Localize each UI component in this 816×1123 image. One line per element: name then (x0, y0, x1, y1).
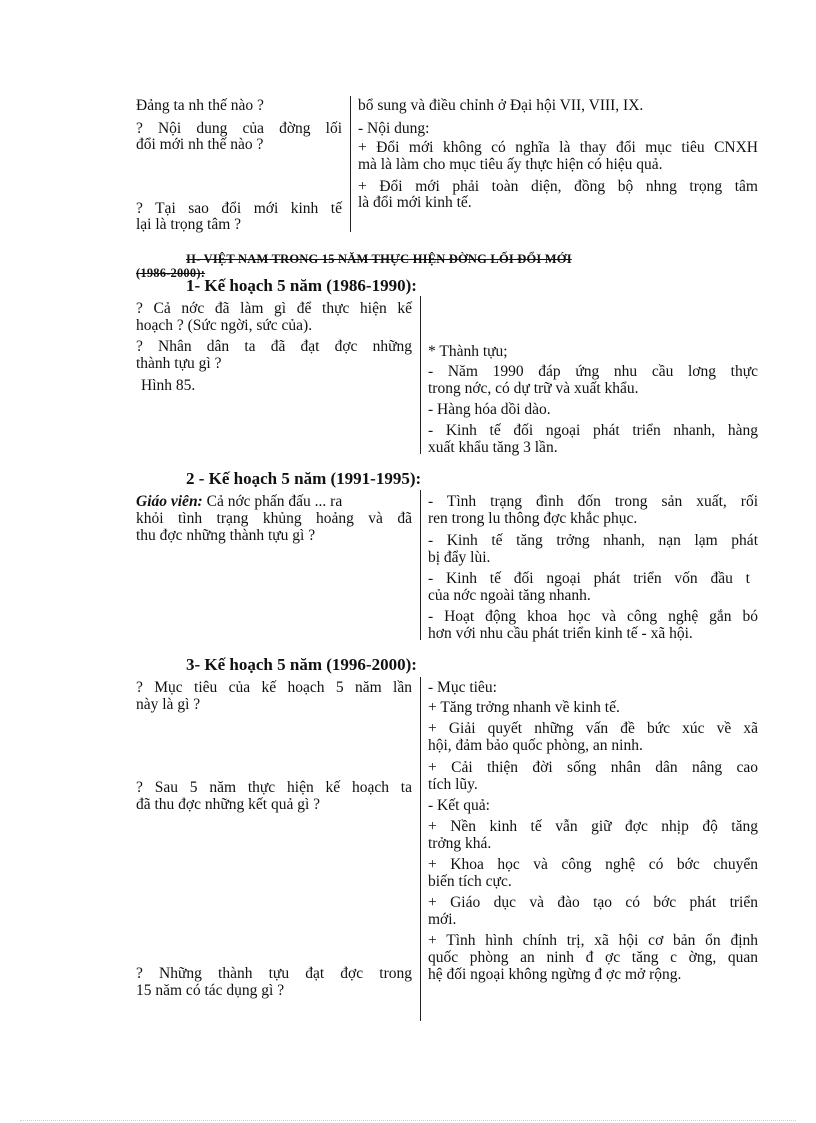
plan3-right-line: quốc phòng an ninh đ ợc tăng c ờng, quan (428, 949, 758, 966)
plan2-right-line: - Kinh tế tăng trởng nhanh, nạn lạm phát (428, 532, 758, 549)
plan3-left-line: này là gì ? (136, 696, 201, 713)
plan1-right-line: - Năm 1990 đáp ứng nhu cầu lơng thực (428, 363, 758, 380)
plan2-right-line: ren trong lu thông đợc khắc phục. (428, 510, 638, 527)
question-why-line: lại là trọng tâm ? (136, 216, 242, 233)
plan1-left-line: hoạch ? (Sức ngời, sức của). (136, 317, 313, 334)
question-content-line: ? Nội dung của đờng lối (136, 120, 342, 137)
plan1-left-line: ? Cả nớc đã làm gì để thực hiện kế (136, 300, 412, 317)
plan1-right-line: - Hàng hóa dồi dào. (428, 401, 551, 418)
plan1-divider (420, 296, 421, 454)
question-content-line: đổi mới nh thế nào ? (136, 136, 264, 153)
block1-right-line: bổ sung và điều chỉnh ở Đại hội VII, VIII, IX. (358, 97, 644, 114)
plan3-right-line: + Giáo dục và đào tạo có bớc phát triển (428, 894, 758, 911)
plan2-heading: 2 - Kế hoạch 5 năm (1991-1995): (186, 469, 422, 488)
plan3-left-line: 15 năm có tác dụng gì ? (136, 982, 285, 999)
plan3-heading: 3- Kế hoạch 5 năm (1996-2000): (186, 655, 417, 674)
page-bottom-rule (20, 1120, 796, 1121)
plan3-right-line: hội, đảm bảo quốc phòng, an ninh. (428, 737, 643, 754)
plan1-heading: 1- Kế hoạch 5 năm (1986-1990): (186, 276, 417, 295)
block1-right-line: + Đổi mới không có nghĩa là thay đổi mục tiêu CNXH (358, 139, 758, 156)
section-title: II- VIỆT NAM TRONG 15 NĂM THỰC HIỆN ĐỜNG LỐI ĐỔI MỚI (186, 252, 572, 266)
plan3-right-line: + Nền kinh tế vẫn giữ đợc nhịp độ tăng (428, 818, 758, 835)
plan3-right-line: tích lũy. (428, 776, 478, 793)
block1-right-line: + Đổi mới phải toàn diện, đồng bộ nhng trọng tâm (358, 178, 758, 195)
plan1-left-line: thành tựu gì ? (136, 355, 222, 372)
plan2-right-line: bị đẩy lùi. (428, 549, 491, 566)
plan2-right-line: hơn với nhu cầu phát triển kinh tế - xã hội. (428, 625, 693, 642)
plan3-right-line: + Cải thiện đời sống nhân dân nâng cao (428, 759, 758, 776)
plan2-right-line: - Kinh tế đối ngoại phát triển vốn đầu t (428, 570, 750, 587)
plan3-left-line: ? Mục tiêu của kế hoạch 5 năm lần (136, 679, 412, 696)
plan3-right-line: trởng khá. (428, 835, 492, 852)
plan3-left-line: ? Những thành tựu đạt đợc trong (136, 965, 412, 982)
plan2-left-line: thu đợc những thành tựu gì ? (136, 527, 316, 544)
plan3-right-line: mới. (428, 911, 457, 928)
plan3-right-line: - Mục tiêu: (428, 679, 497, 696)
plan3-divider (420, 677, 421, 1021)
plan3-right-line: - Kết quả: (428, 797, 490, 814)
plan2-right-line: - Hoạt động khoa học và công nghệ gắn bó (428, 608, 758, 625)
plan3-left-line: đã thu đợc những kết quả gì ? (136, 796, 321, 813)
plan2-teacher-line (136, 493, 412, 510)
plan3-right-line: + Tăng trởng nhanh về kinh tế. (428, 699, 620, 716)
plan2-right-line: - Tình trạng đình đốn trong sản xuất, rối (428, 493, 758, 510)
plan1-figure-ref: Hình 85. (141, 377, 196, 394)
plan2-left-line: khỏi tình trạng khủng hoảng và đã (136, 510, 412, 527)
plan1-left-line: ? Nhân dân ta đã đạt đợc những (136, 338, 412, 355)
block1-right-line: - Nội dung: (358, 120, 430, 137)
plan1-right-line: trong nớc, có dự trữ và xuất khẩu. (428, 380, 639, 397)
block1-right-line: mà là làm cho mục tiêu ấy thực hiện có hiệu quả. (358, 156, 663, 173)
question-why-line: ? Tại sao đổi mới kinh tế (136, 200, 342, 217)
block1-right-line: là đổi mới kinh tế. (358, 194, 472, 211)
plan1-right-line: - Kinh tế đối ngoại phát triển nhanh, hàng (428, 422, 758, 439)
block1-divider (350, 96, 351, 232)
plan3-right-line: + Giải quyết những vấn đề bức xúc về xã (428, 720, 758, 737)
plan2-right-line: của nớc ngoài tăng nhanh. (428, 587, 591, 604)
plan2-left-text: Cả nớc phấn đấu ... ra (202, 493, 343, 510)
plan3-right-line: + Tình hình chính trị, xã hội cơ bản ổn định (428, 932, 758, 949)
plan3-right-line: hệ đối ngoại không ngừng đ ợc mở rộng. (428, 966, 682, 983)
plan3-right-line: biến tích cực. (428, 873, 512, 890)
plan3-left-line: ? Sau 5 năm thực hiện kế hoạch ta (136, 779, 412, 796)
plan1-right-line: * Thành tựu; (428, 343, 508, 360)
plan2-divider (420, 490, 421, 640)
plan3-right-line: + Khoa học và công nghệ có bớc chuyển (428, 856, 758, 873)
plan1-right-line: xuất khẩu tăng 3 lần. (428, 439, 558, 456)
block1-left-line: Đảng ta nh thế nào ? (136, 97, 264, 114)
section-years: (1986-2000): (136, 266, 206, 280)
teacher-label: Giáo viên: (136, 493, 203, 510)
